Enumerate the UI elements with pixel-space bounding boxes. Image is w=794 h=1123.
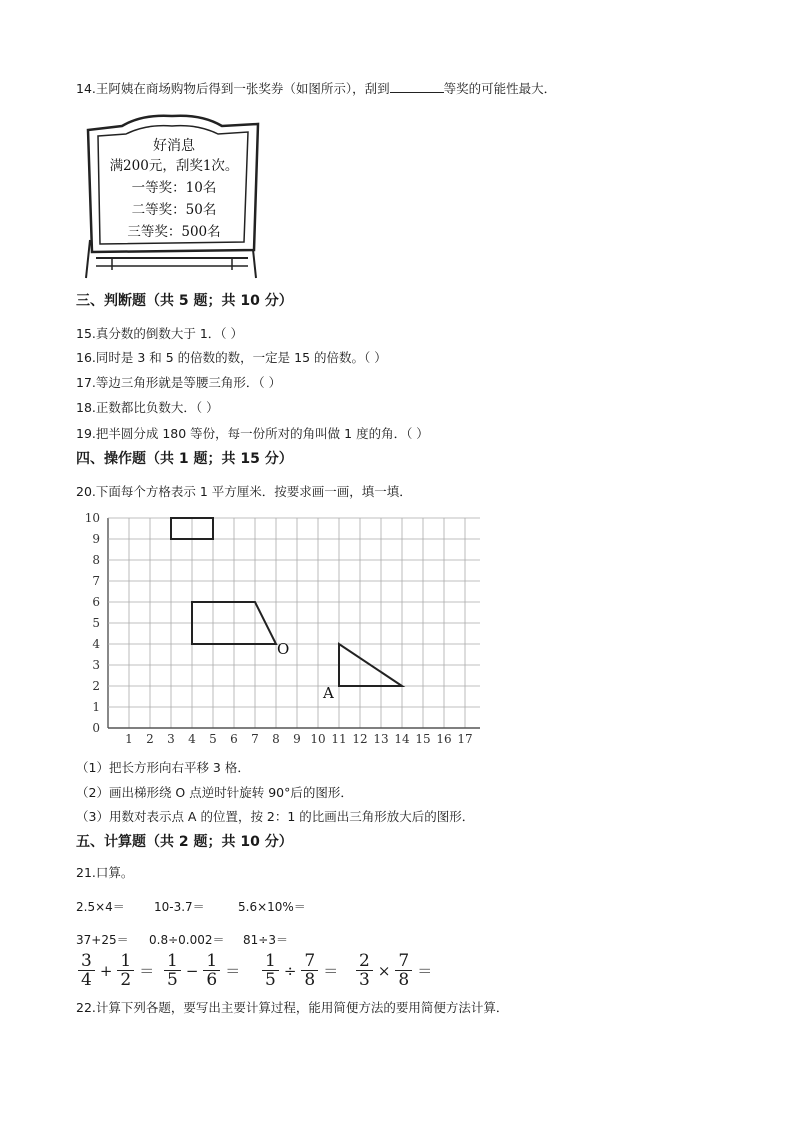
fraction bbox=[262, 952, 279, 989]
fraction bbox=[164, 952, 181, 989]
x-tick-label: 8 bbox=[272, 732, 280, 746]
x-tick-label: 10 bbox=[310, 732, 326, 746]
fraction bbox=[395, 952, 412, 989]
numerator: 7 bbox=[395, 952, 412, 971]
question-22: 22.计算下列各题，要写出主要计算过程，能用简便方法的要用简便方法计算． bbox=[76, 1000, 509, 1015]
grid-tick-labels bbox=[85, 511, 473, 746]
prize-board-figure bbox=[82, 110, 264, 282]
fraction bbox=[301, 952, 318, 989]
board-title: 好消息 bbox=[153, 138, 195, 154]
numerator: 1 bbox=[262, 952, 279, 971]
y-tick-label: 6 bbox=[92, 595, 100, 609]
y-tick-label: 7 bbox=[92, 574, 100, 588]
y-tick-label: 9 bbox=[92, 532, 100, 546]
y-tick-label: 2 bbox=[92, 679, 100, 693]
calc-item: 0.8÷0.002＝ bbox=[149, 933, 225, 947]
board-line-4: 三等奖：500名 bbox=[127, 224, 221, 240]
sub-question-2: （2）画出梯形绕 O 点逆时针旋转 90°后的图形． bbox=[76, 785, 353, 800]
x-tick-label: 11 bbox=[331, 732, 347, 746]
section-4-title: 四、操作题（共 1 题；共 15 分） bbox=[76, 451, 293, 467]
fraction-expression bbox=[354, 952, 435, 989]
question-17: 17.等边三角形就是等腰三角形．（ ） bbox=[76, 375, 282, 390]
grid-lines bbox=[108, 518, 480, 728]
y-tick-label: 3 bbox=[92, 658, 100, 672]
question-20: 20.下面每个方格表示 1 平方厘米．按要求画一画，填一填． bbox=[76, 484, 412, 499]
numerator: 7 bbox=[301, 952, 318, 971]
operator: × bbox=[377, 961, 391, 980]
x-tick-label: 1 bbox=[125, 732, 133, 746]
denominator: 5 bbox=[265, 970, 276, 990]
fraction bbox=[117, 952, 134, 989]
square-grid-figure bbox=[80, 505, 480, 750]
equals-sign: ＝ bbox=[139, 962, 155, 980]
sub-question-3: （3）用数对表示点 A 的位置，按 2：1 的比画出三角形放大后的图形． bbox=[76, 809, 475, 824]
fraction bbox=[78, 952, 95, 989]
x-tick-label: 17 bbox=[457, 732, 473, 746]
x-tick-label: 3 bbox=[167, 732, 175, 746]
sub-question-1: （1）把长方形向右平移 3 格． bbox=[76, 760, 250, 775]
fraction bbox=[203, 952, 220, 989]
calc-item: 81÷3＝ bbox=[243, 933, 288, 947]
numerator: 1 bbox=[164, 952, 181, 971]
fraction bbox=[356, 952, 373, 989]
x-tick-label: 2 bbox=[146, 732, 154, 746]
denominator: 4 bbox=[81, 970, 92, 990]
x-tick-label: 9 bbox=[293, 732, 301, 746]
x-tick-label: 14 bbox=[394, 732, 410, 746]
question-14 bbox=[76, 80, 556, 98]
question-15: 15.真分数的倒数大于 1．（ ） bbox=[76, 326, 244, 341]
y-tick-label: 10 bbox=[84, 511, 100, 525]
calc-item: 10-3.7＝ bbox=[154, 900, 205, 914]
fraction-expression bbox=[260, 952, 341, 989]
numerator: 1 bbox=[203, 952, 220, 971]
denominator: 2 bbox=[120, 970, 132, 990]
operator: ÷ bbox=[283, 961, 297, 980]
operator: − bbox=[185, 961, 199, 980]
board-line-1: 满200元，刮奖1次。 bbox=[109, 158, 239, 174]
answer-blank[interactable] bbox=[390, 80, 444, 93]
board-line-3: 二等奖：50名 bbox=[131, 202, 217, 218]
numerator: 3 bbox=[78, 952, 95, 971]
x-tick-label: 16 bbox=[436, 732, 452, 746]
calc-item: 5.6×10%＝ bbox=[238, 900, 306, 914]
question-14-text-after: 等奖的可能性最大． bbox=[443, 81, 557, 96]
x-tick-label: 13 bbox=[373, 732, 389, 746]
numerator: 1 bbox=[117, 952, 134, 971]
calc-item: 37+25＝ bbox=[76, 933, 129, 947]
denominator: 8 bbox=[398, 970, 410, 990]
x-tick-label: 6 bbox=[230, 732, 238, 746]
denominator: 8 bbox=[304, 970, 316, 990]
calc-item: 2.5×4＝ bbox=[76, 900, 125, 914]
question-16: 16.同时是 3 和 5 的倍数的数，一定是 15 的倍数。（ ） bbox=[76, 350, 387, 365]
equals-sign: ＝ bbox=[323, 962, 339, 980]
fraction-expression bbox=[162, 952, 243, 989]
x-tick-label: 4 bbox=[188, 732, 196, 746]
section-3-title: 三、判断题（共 5 题；共 10 分） bbox=[76, 293, 293, 309]
x-tick-label: 15 bbox=[415, 732, 431, 746]
point-a-label: A bbox=[323, 684, 334, 702]
y-tick-label: 1 bbox=[92, 700, 100, 714]
x-tick-label: 5 bbox=[209, 732, 217, 746]
question-19: 19.把半圆分成 180 等份，每一份所对的角叫做 1 度的角．（ ） bbox=[76, 426, 429, 441]
denominator: 3 bbox=[359, 970, 370, 990]
section-5-title: 五、计算题（共 2 题；共 10 分） bbox=[76, 834, 293, 850]
question-18: 18.正数都比负数大．（ ） bbox=[76, 400, 219, 415]
x-tick-label: 7 bbox=[251, 732, 259, 746]
x-tick-label: 12 bbox=[352, 732, 368, 746]
point-o-label: O bbox=[277, 640, 290, 658]
equals-sign: ＝ bbox=[225, 962, 241, 980]
y-tick-label: 8 bbox=[92, 553, 100, 567]
numerator: 2 bbox=[356, 952, 373, 971]
fraction-expression bbox=[76, 952, 157, 989]
y-tick-label: 0 bbox=[92, 721, 100, 735]
y-tick-label: 5 bbox=[92, 616, 100, 630]
denominator: 5 bbox=[167, 970, 178, 990]
question-21: 21.口算。 bbox=[76, 865, 134, 880]
operator: + bbox=[99, 961, 113, 980]
y-tick-label: 4 bbox=[92, 637, 100, 651]
board-line-2: 一等奖：10名 bbox=[131, 180, 217, 196]
question-14-text-before: 14.王阿姨在商场购物后得到一张奖券（如图所示），刮到 bbox=[76, 81, 390, 96]
denominator: 6 bbox=[206, 970, 218, 990]
equals-sign: ＝ bbox=[417, 962, 433, 980]
